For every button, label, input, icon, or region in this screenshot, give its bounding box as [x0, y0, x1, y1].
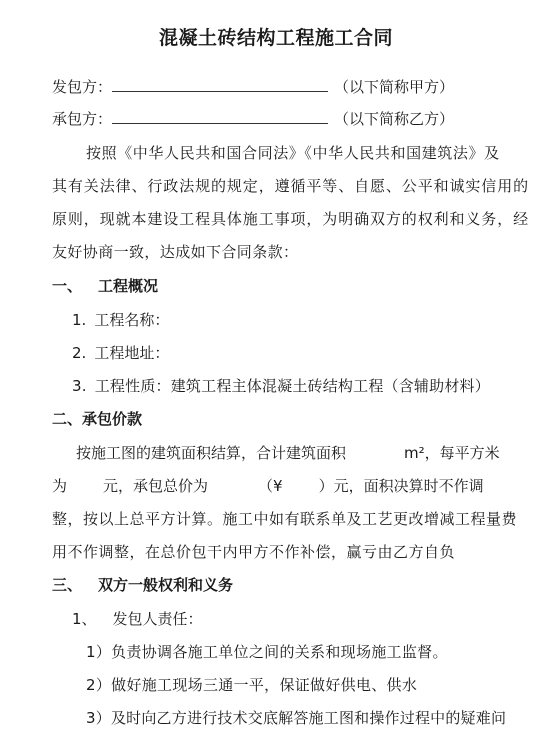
party-a-line: [52, 76, 454, 97]
section3-heading: [52, 575, 233, 595]
section3-sub-text: 发包人责任：: [112, 610, 203, 628]
section1-item: [72, 310, 169, 330]
party-b-label: 承包方：: [52, 110, 113, 128]
section2-line-2: [52, 476, 484, 496]
section1-item-num: 1.: [72, 311, 87, 329]
party-a-label: 发包方：: [52, 78, 113, 96]
document-title: 混凝土砖结构工程施工合同: [158, 27, 393, 49]
section2-text: 按施工图的建筑面积结算，合计建筑面积: [76, 444, 347, 462]
section2-line-3: 整，按以上总平方计算。施工中如有联系单及工艺更改增减工程量费: [52, 510, 518, 528]
section2-text: ）元，面积决算时不作调: [318, 477, 484, 495]
section1-item-text: 工程名称：: [94, 311, 170, 329]
section1-item-text: 工程地址：: [94, 344, 170, 362]
section3-item: 1）负责协调各施工单位之间的关系和现场施工监督。: [86, 643, 448, 661]
section3-subheading: [72, 609, 203, 629]
section2-text: 元，承包总价为: [103, 477, 209, 495]
section2-heading: 二、承包价款: [52, 410, 143, 428]
section2-text: 为: [52, 477, 68, 495]
section3-sub-num: 1、: [72, 610, 97, 628]
section2-line-1: [76, 443, 500, 463]
section3-heading-text: 双方一般权利和义务: [98, 576, 234, 594]
section1-item: [72, 376, 490, 396]
section2-text: m²，每平方米: [404, 444, 500, 462]
section1-item: [72, 343, 169, 363]
section1-heading-text: 工程概况: [98, 277, 159, 295]
party-a-blank: [112, 76, 328, 92]
section1-item-text: 工程性质：建筑工程主体混凝土砖结构工程（含辅助材料）: [94, 377, 490, 395]
intro-line-4: 友好协商一致，达成如下合同条款：: [52, 243, 299, 261]
intro-line-1: 按照《中华人民共和国合同法》《中华人民共和国建筑法》及: [86, 144, 500, 162]
section3-heading-num: 三、: [52, 576, 83, 594]
intro-line-2: 其有关法律、行政法规的规定，遵循平等、自愿、公平和诚实信用的: [52, 177, 530, 195]
section2-text: （¥: [258, 477, 283, 495]
section1-item-num: 3.: [72, 377, 87, 395]
section3-item: 2）做好施工现场三通一平，保证做好供电、供水: [86, 676, 418, 694]
section1-heading-num: 一、: [52, 277, 83, 295]
section1-item-num: 2.: [72, 344, 87, 362]
party-b-note: （以下简称乙方）: [334, 110, 455, 128]
party-a-note: （以下简称甲方）: [334, 78, 455, 96]
party-b-line: [52, 108, 454, 129]
party-b-blank: [112, 108, 328, 124]
section1-heading: [52, 276, 158, 296]
section3-item: 3）及时向乙方进行技术交底解答施工图和操作过程中的疑难问: [86, 709, 507, 727]
intro-line-3: 原则，现就本建设工程具体施工事项，为明确双方的权利和义务，经: [52, 210, 530, 228]
section2-line-4: 用不作调整，在总价包干内甲方不作补偿，赢亏由乙方自负: [52, 543, 456, 561]
